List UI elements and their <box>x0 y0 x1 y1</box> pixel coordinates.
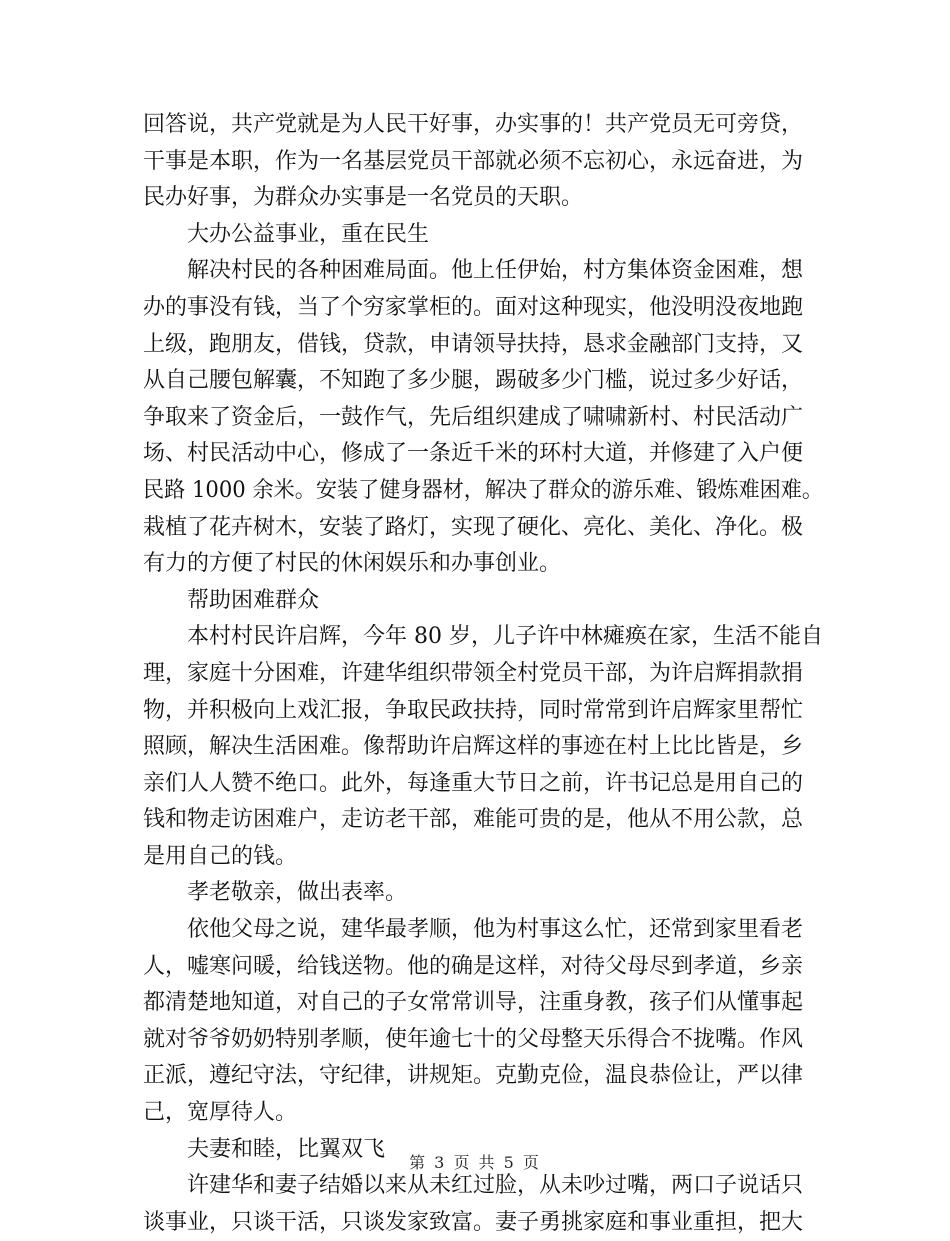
text-line: 就对爷爷奶奶特别孝顺，使年逾七十的父母整天乐得合不拢嘴。作风 <box>143 1026 804 1052</box>
text-line: 民办好事，为群众办实事是一名党员的天职。 <box>143 185 584 211</box>
text-line: 本村村民许启辉，今年 80 岁，儿子许中林瘫痪在家，生活不能自 <box>187 624 823 650</box>
text-line: 许建华和妻子结婚以来从未红过脸，从未吵过嘴，两口子说话只 <box>187 1173 804 1199</box>
text-line: 照顾，解决生活困难。像帮助许启辉这样的事迹在村上比比皆是，乡 <box>143 734 804 760</box>
text-line: 谈事业，只谈干活，只谈发家致富。妻子勇挑家庭和事业重担，把大 <box>143 1209 804 1235</box>
text-line: 己，宽厚待人。 <box>143 1100 298 1126</box>
text-line: 上级，跑朋友，借钱，贷款，申请领导扶持，恳求金融部门支持，又 <box>143 331 804 357</box>
text-line: 从自己腰包解囊，不知跑了多少腿，踢破多少门槛，说过多少好话， <box>143 368 804 394</box>
text-line: 夫妻和睦，比翼双飞 <box>187 1136 386 1162</box>
text-line: 干事是本职，作为一名基层党员干部就必须不忘初心，永远奋进，为 <box>143 148 804 174</box>
text-line: 场、村民活动中心，修成了一条近千米的环村大道，并修建了入户便 <box>143 441 804 467</box>
text-line: 解决村民的各种困难局面。他上任伊始，村方集体资金困难，想 <box>187 258 804 284</box>
text-line: 有力的方便了村民的休闲娱乐和办事创业。 <box>143 551 562 577</box>
text-line: 民路 1000 余米。安装了健身器材，解决了群众的游乐难、锻炼难困难。 <box>143 477 824 503</box>
text-line: 办的事没有钱，当了个穷家掌柜的。面对这种现实，他没明没夜地跑 <box>143 294 804 320</box>
text-line: 栽植了花卉树木，安装了路灯，实现了硬化、亮化、美化、净化。极 <box>143 514 804 540</box>
text-line: 正派，遵纪守法，守纪律，讲规矩。克勤克俭，温良恭俭让，严以律 <box>143 1063 804 1089</box>
text-line: 依他父母之说，建华最孝顺，他为村事这么忙，还常到家里看老 <box>187 917 804 943</box>
page-footer: 第 3 页 共 5 页 <box>409 1153 541 1172</box>
text-line: 理，家庭十分困难，许建华组织带领全村党员干部，为许启辉捐款捐 <box>143 660 804 686</box>
document-body <box>143 107 823 1241</box>
text-line: 回答说，共产党就是为人民干好事，办实事的！共产党员无可旁贷， <box>143 112 804 137</box>
text-line: 孝老敬亲，做出表率。 <box>187 880 408 906</box>
text-line: 人，嘘寒问暖，给钱送物。他的确是这样，对待父母尽到孝道，乡亲 <box>143 953 804 979</box>
text-line: 钱和物走访困难户，走访老干部，难能可贵的是，他从不用公款，总 <box>143 807 804 833</box>
text-line: 物，并积极向上戏汇报，争取民政扶持，同时常常到许启辉家里帮忙 <box>143 697 804 723</box>
text-line: 帮助困难群众 <box>187 587 320 613</box>
text-line: 是用自己的钱。 <box>143 843 298 869</box>
text-line: 争取来了资金后，一鼓作气，先后组织建成了啸啸新村、村民活动广 <box>143 404 804 430</box>
text-line: 都清楚地知道，对自己的子女常常训导，注重身教，孩子们从懂事起 <box>143 990 804 1016</box>
text-line: 大办公益事业，重在民生 <box>187 221 430 247</box>
text-line: 亲们人人赞不绝口。此外，每逢重大节日之前，许书记总是用自己的 <box>143 770 804 796</box>
